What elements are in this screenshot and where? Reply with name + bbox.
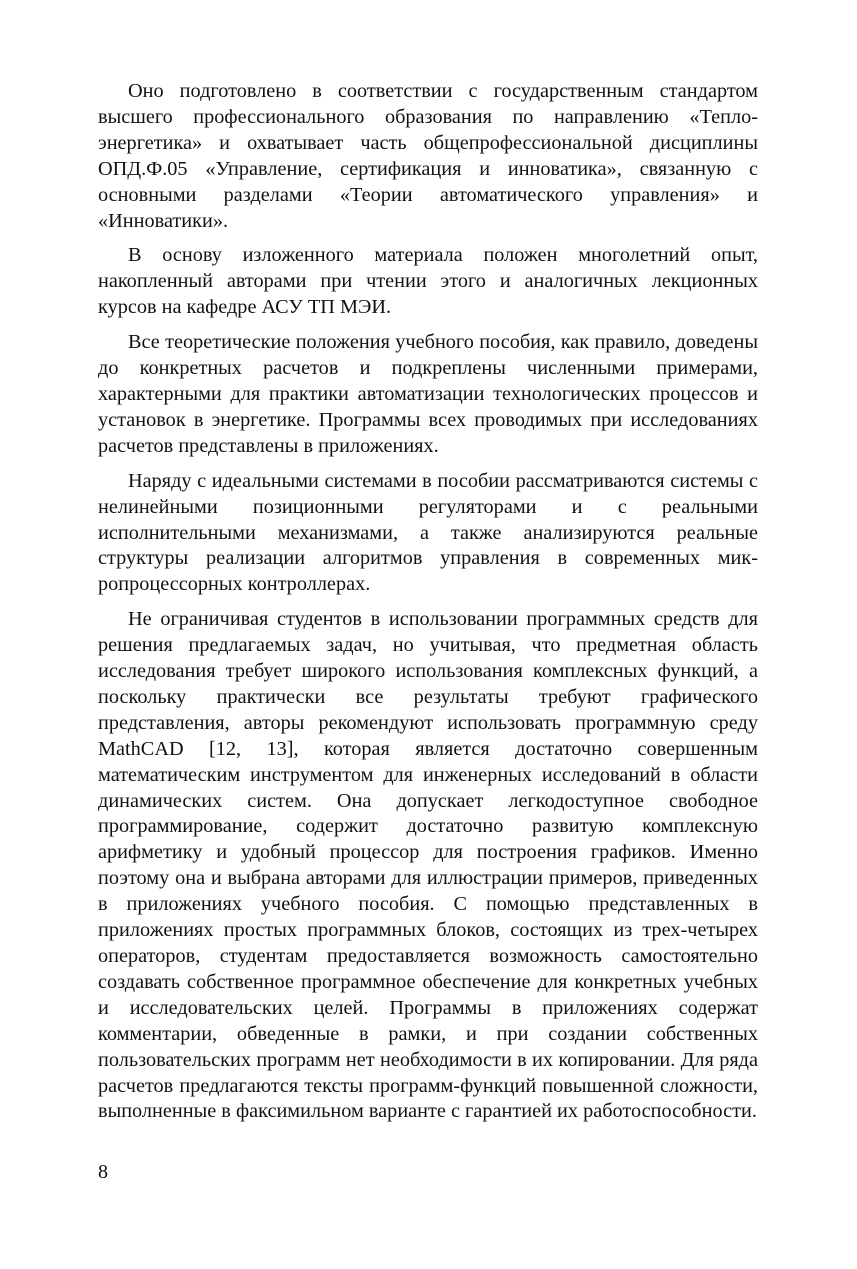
paragraph-4: Наряду с идеальными системами в пособии рассматриваются системы с нелинейными позиционными регуляторами и с реальными исполнительными механизмами, а также анализируются реальные структуры реализации алгоритмов управления в современных микропроцессорных контроллерах. [98,469,758,596]
page-number: 8 [98,1161,108,1183]
paragraph-3: Все теоретические положения учебного пособия, как правило, доведены до конкретных расчетов и подкреплены численными примерами, характерными для практики автоматизации технологических процессов и установок в энергетике. Программы всех проводимых при исследованиях расчетов представлены в приложениях. [98,331,758,457]
body-text [98,79,758,1134]
paragraph-5: Не ограничивая студентов в использовании программных средств для решения предлагаемых задач, но учитывая, что предметная область исследования требует широкого использования комплексных функций, а поскольку практически все результаты требуют графического представления, авторы рекомендуют использовать программную среду MathCAD [12, 13], которая является достаточно совершенным математическим инструментом для инженерных исследований в области динамических систем. Она допускает легкодоступное свободное программирование, содержит достаточно развитую комплексную арифметику и удобный процессор для построения графиков. Именно поэтому она и выбрана авторами для иллюстрации примеров, приведенных в приложениях учебного пособия. С помощью представленных в приложениях простых программных блоков, состоящих из трех-четырех операторов, студентам предоставляется возможность самостоятельно создавать собственное программное обеспечение для конкретных учебных и исследовательских целей. Программы в приложениях содержат комментарии, обведенные в рамки, и при создании собственных пользовательских программ нет необходимости в их копировании. Для ряда расчетов предлагаются тексты программ-функций повышенной сложности, выполненные в факсимильном варианте с гарантией их работоспособности. [98,608,758,1123]
paragraph-2: В основу изложенного материала положен многолетний опыт, накопленный авторами при чтении этого и аналогичных лекционных курсов на кафедре АСУ ТП МЭИ. [98,244,758,319]
paragraph-1: Оно подготовлено в соответствии с государственным стандартом высшего профессионального образования по направлению «Теплоэнергетика» и охватывает часть общепрофессиональной дисциплины ОПД.Ф.05 «Управление, сертификация и инноватика», связанную с основными разделами «Теории автоматического управления» и «Инноватики». [98,80,758,232]
